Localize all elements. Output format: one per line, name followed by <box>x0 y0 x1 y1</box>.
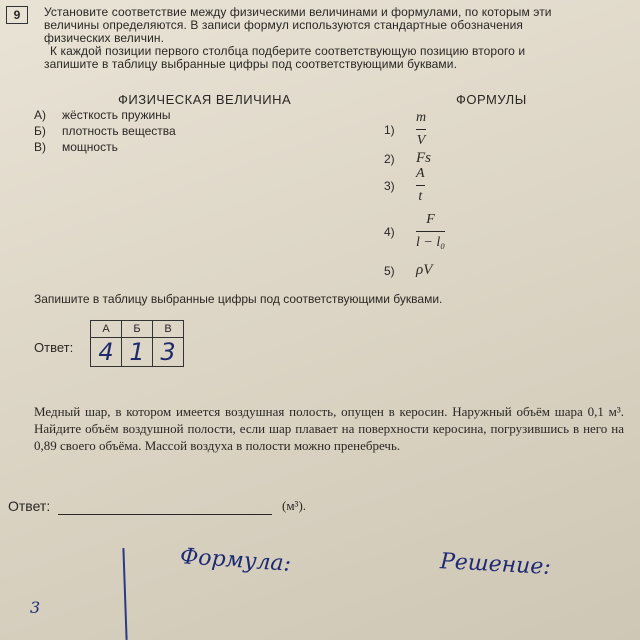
problem-text: Медный шар, в котором имеется воздушная полость, опущен в керосин. Наружный объём шара 0,1 м³. Найдите объём воздушной полости, если шар плавает на поверхности керосина, погрузившись в него на 0,89 своего объёма. Массой воздуха в полости можно пренебречь. <box>34 404 624 453</box>
formula-number: 2) <box>384 151 395 166</box>
answer-cell-a[interactable]: 4 <box>91 338 122 367</box>
answer-input-line[interactable] <box>58 514 272 515</box>
formula-number: 1) <box>384 122 395 137</box>
quantity-a <box>34 108 171 122</box>
answer-cell-b[interactable]: 1 <box>122 338 153 367</box>
fraction-bar <box>416 129 426 130</box>
quantity-label: В) <box>34 140 46 154</box>
fraction <box>416 110 426 149</box>
table-instruction: Запишите в таблицу выбранные цифры под соответствующими буквами. <box>34 292 443 306</box>
intro-line: К каждой позиции первого столбца подберите соответствующую позицию второго и <box>50 44 526 58</box>
formula-number: 5) <box>384 263 395 278</box>
formula-text: Fs <box>416 150 431 166</box>
task-intro <box>44 6 604 71</box>
left-column-header: ФИЗИЧЕСКАЯ ВЕЛИЧИНА <box>118 92 292 107</box>
quantity-label: А) <box>34 108 46 122</box>
fraction <box>416 166 425 205</box>
fraction-bar <box>416 185 425 186</box>
answer-table <box>90 320 184 367</box>
formula-5 <box>384 262 432 279</box>
quantity-c <box>34 140 118 154</box>
handwritten-divider-line <box>122 548 127 640</box>
formula-3 <box>384 166 425 205</box>
numerator: F <box>426 212 435 227</box>
answer-cell-c[interactable]: 3 <box>153 338 184 367</box>
answer-column-a: А <box>91 321 122 338</box>
formula-2 <box>384 150 431 167</box>
denominator: l − l₀ <box>416 235 446 250</box>
handwritten-margin-digit: 3 <box>30 598 41 617</box>
question-number: 9 <box>6 6 28 24</box>
handwritten-formula-label: Формула: <box>179 544 292 577</box>
denominator: t <box>418 189 423 204</box>
intro-line: Установите соответствие между физическими величинами и формулами, по которым эти <box>44 5 552 19</box>
answer-label: Ответ: <box>34 340 74 355</box>
formula-number: 4) <box>384 224 395 239</box>
fraction <box>416 212 445 251</box>
formula-4 <box>384 212 445 251</box>
right-column-header: ФОРМУЛЫ <box>456 92 527 107</box>
answer-unit: (м³). <box>282 498 307 513</box>
quantity-text: плотность вещества <box>62 124 176 138</box>
intro-line: величины определяются. В записи формул используются стандартные обозначения <box>44 18 524 32</box>
numerator: m <box>416 110 427 125</box>
handwritten-solution-label: Решение: <box>439 549 552 580</box>
answer-column-b: Б <box>122 321 153 338</box>
numerator: A <box>416 166 425 181</box>
quantity-label: Б) <box>34 124 46 138</box>
formula-number: 3) <box>384 178 395 193</box>
fraction-bar <box>416 231 445 232</box>
intro-line: физических величин. <box>44 31 165 45</box>
quantity-text: мощность <box>62 140 118 154</box>
quantity-text: жёсткость пружины <box>62 108 171 122</box>
denominator: V <box>416 133 426 148</box>
problem-answer-label: Ответ: <box>8 498 51 514</box>
quantity-b <box>34 124 176 138</box>
intro-line: запишите в таблицу выбранные цифры под соответствующими буквами. <box>44 57 458 71</box>
formula-text: ρV <box>416 262 433 278</box>
answer-column-c: В <box>153 321 184 338</box>
formula-1 <box>384 110 426 149</box>
